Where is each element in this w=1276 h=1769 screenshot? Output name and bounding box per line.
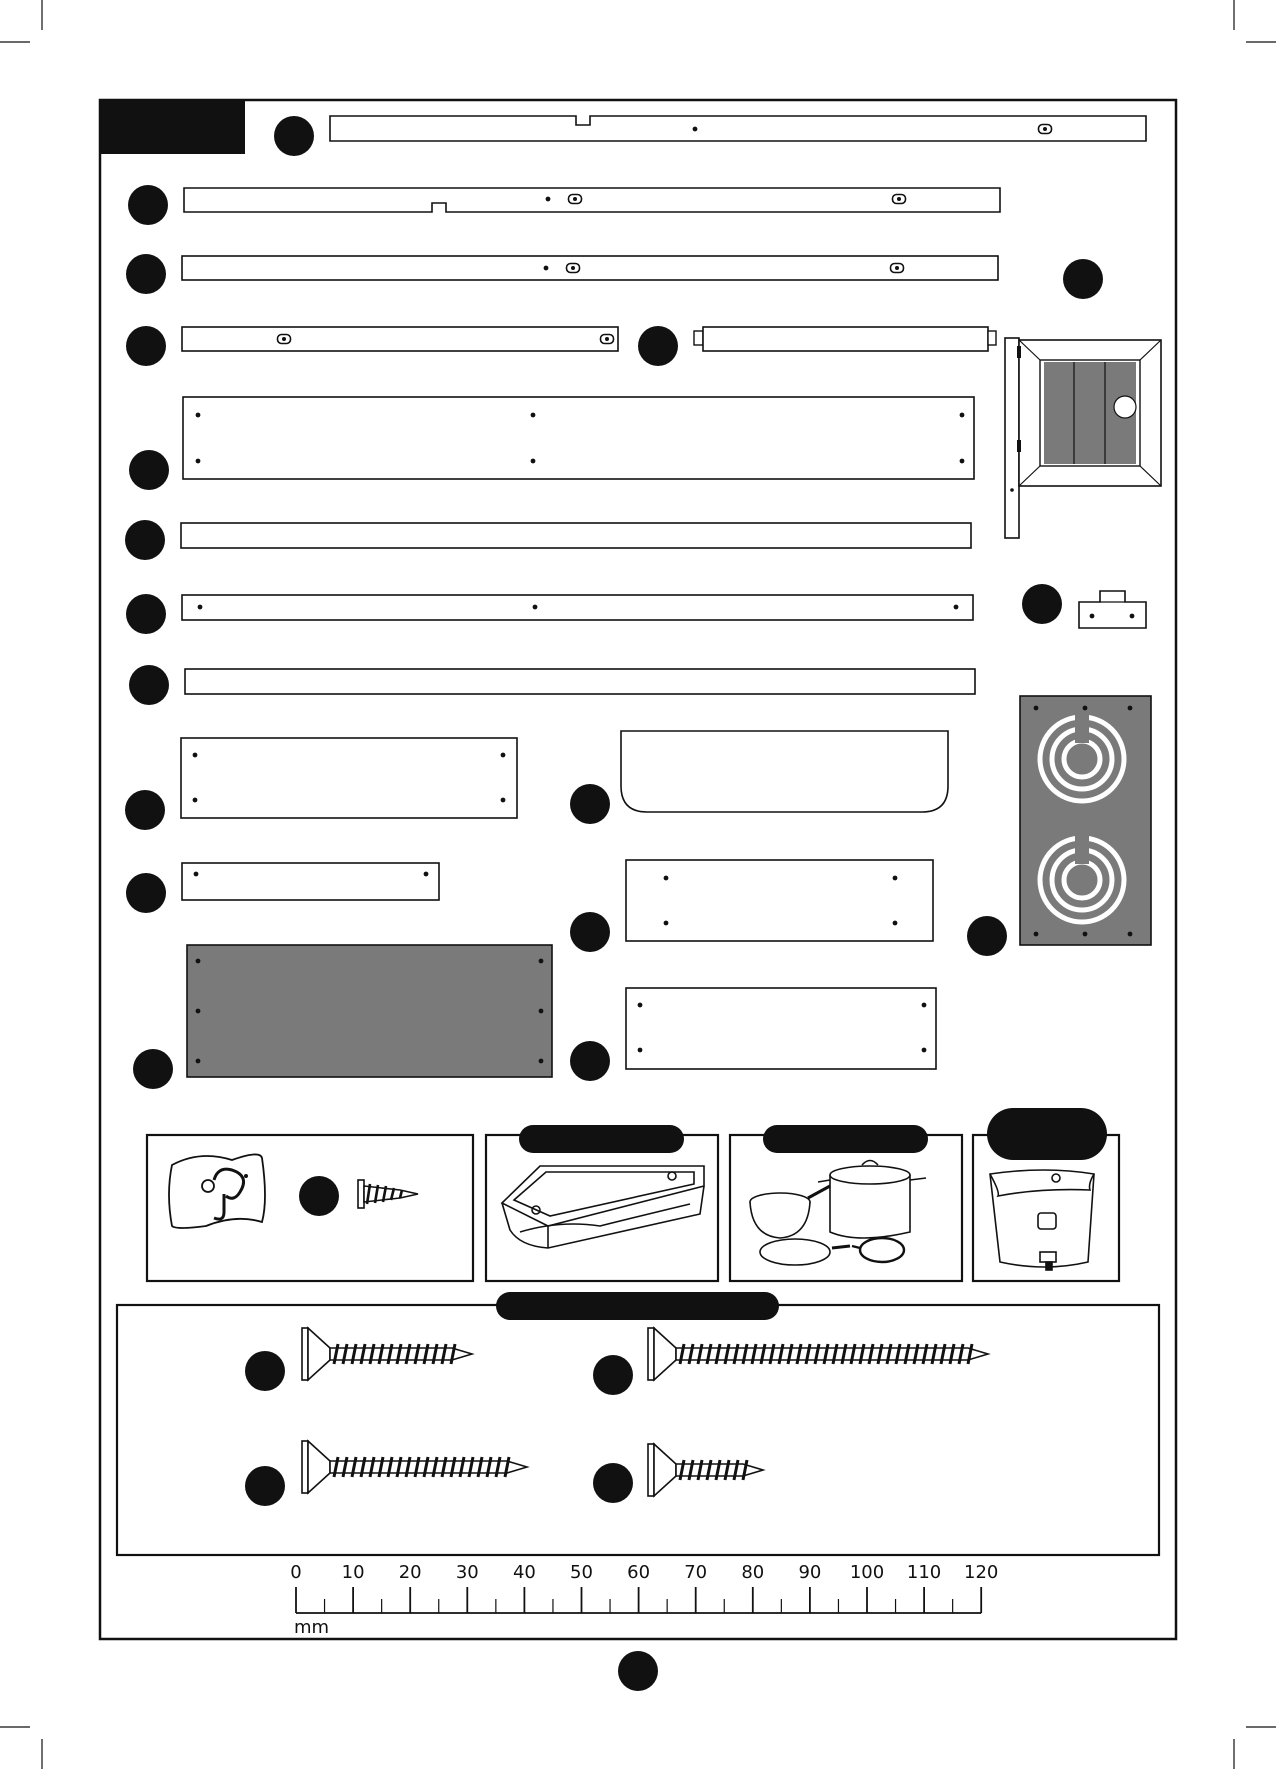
part-badge xyxy=(126,326,166,366)
part-badge xyxy=(570,784,610,824)
ruler-tick-label: 90 xyxy=(798,1562,822,1583)
accessory-box-dispenser xyxy=(973,1108,1119,1281)
box-header-pill xyxy=(763,1125,928,1153)
ruler-tick-label: 10 xyxy=(341,1562,365,1583)
gray-back-panel xyxy=(187,945,552,1077)
part-badge xyxy=(1022,584,1062,624)
ruler-tick-label: 60 xyxy=(627,1562,651,1583)
small-bracket xyxy=(1079,591,1146,628)
board-3 xyxy=(182,256,998,280)
header-tab xyxy=(100,100,245,154)
part-badge xyxy=(593,1355,633,1395)
mm-ruler xyxy=(290,1562,998,1638)
accessory-box-tray xyxy=(486,1125,718,1281)
ruler-tick-label: 50 xyxy=(570,1562,593,1583)
part-badge xyxy=(126,594,166,634)
strip-10 xyxy=(182,863,439,900)
cabinet-door xyxy=(1005,338,1161,538)
ruler-tick-label: 20 xyxy=(398,1562,422,1583)
board-long-notched xyxy=(330,116,1146,141)
accessory-box-cookware xyxy=(730,1125,962,1281)
hook-bracket-icon xyxy=(169,1154,265,1228)
dowel-rail xyxy=(694,327,996,351)
panel-11-right xyxy=(626,988,936,1069)
part-badge xyxy=(570,1041,610,1081)
part-badge xyxy=(593,1463,633,1503)
water-dispenser-icon xyxy=(990,1170,1094,1270)
ruler-tick-label: 120 xyxy=(964,1562,999,1583)
ruler-tick-label: 30 xyxy=(455,1562,479,1583)
part-badge xyxy=(1063,259,1103,299)
screws-box xyxy=(117,1305,1159,1555)
ruler-tick-label: 70 xyxy=(684,1562,708,1583)
ruler-tick-label: 110 xyxy=(906,1562,942,1583)
ruler-unit-label: mm xyxy=(294,1617,330,1638)
part-badge xyxy=(245,1466,285,1506)
box-header-pill xyxy=(987,1108,1107,1160)
part-badge xyxy=(128,185,168,225)
part-badge xyxy=(125,520,165,560)
accessory-box-hardware xyxy=(147,1135,473,1281)
part-badge xyxy=(274,116,314,156)
panel-10-right xyxy=(626,860,933,941)
part-badge xyxy=(129,450,169,490)
board-dotted-7 xyxy=(182,595,973,620)
board-notched-2 xyxy=(184,188,1000,212)
ruler-tick-label: 0 xyxy=(290,1562,302,1583)
page-number-badge xyxy=(618,1651,658,1691)
part-badge xyxy=(245,1351,285,1391)
hob-panel xyxy=(1020,696,1151,945)
rounded-shelf xyxy=(621,731,948,812)
board-plain-6 xyxy=(181,523,971,548)
box-header-pill xyxy=(519,1125,684,1153)
part-badge xyxy=(129,665,169,705)
box-header-pill xyxy=(496,1292,779,1320)
part-badge xyxy=(126,254,166,294)
part-badge xyxy=(125,790,165,830)
ruler-tick-label: 100 xyxy=(849,1562,885,1583)
board-short-4 xyxy=(182,327,618,351)
part-badge xyxy=(570,912,610,952)
part-badge xyxy=(126,873,166,913)
part-badge xyxy=(299,1176,339,1216)
part-badge xyxy=(133,1049,173,1089)
part-badge xyxy=(967,916,1007,956)
ruler-tick-label: 40 xyxy=(512,1562,536,1583)
board-plain-8 xyxy=(185,669,975,694)
part-badge xyxy=(638,326,678,366)
panel-wide-5 xyxy=(183,397,974,479)
ruler-tick-label: 80 xyxy=(741,1562,765,1583)
panel-9 xyxy=(181,738,517,818)
